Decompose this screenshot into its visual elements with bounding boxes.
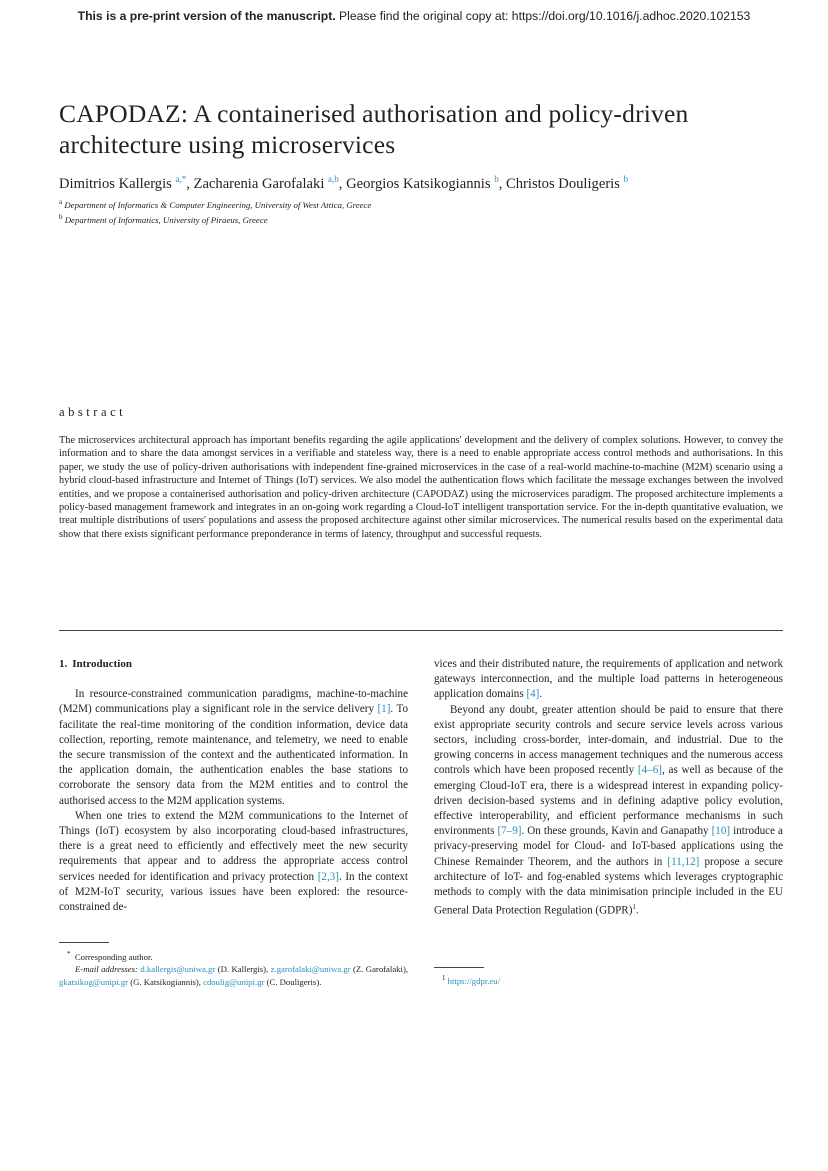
paragraph-text: introduce a privacy-preserving model for Cloud- and IoT-based applications using the Chinese Remainder Theorem, and the authors in	[434, 825, 783, 868]
author-list: Dimitrios Kallergis $^{a,*}$, Zacharenia Garofalaki $^{a,b}$, Georgios Katsikogiannis $^b$, Christos Douligeris $^b$	[59, 174, 629, 192]
paragraph-text: . To facilitate the real-time monitoring of the condition information, device data collection, reporting, remote maintenance, and telemetry, we need to enable the secure transmission of the context and the authenticated information. In the application domain, the authentication enables the base stations to corroborate the sensory data from the M2M entities and to control the authorised access to the M2M application systems.	[59, 703, 408, 807]
section-divider	[59, 630, 783, 631]
email-link[interactable]: z.garofalaki@uniwa.gr	[270, 964, 351, 975]
corresponding-author-note	[59, 948, 408, 963]
footnote-left	[59, 948, 408, 988]
affiliation-item	[59, 196, 371, 211]
email-addresses	[59, 963, 408, 988]
section-heading	[59, 657, 408, 672]
paper-title-line-1: CAPODAZ: A containerised authorisation and policy-driven	[59, 99, 689, 128]
paragraph-text: Beyond any doubt, greater attention should be paid to ensure that there exist appropriate security controls and secure service levels across various sectors, including cross-border, inter-domain, and industrial. Due to the growing concerns in access management techniques and the numerous access controls which have been proposed recently	[434, 703, 783, 777]
footnote-marker: *	[67, 950, 71, 958]
paragraph-text: When one tries to extend the M2M communications to the Internet of Things (IoT) ecosystem by also incorporating cloud-based infrastructures, there is a great need to efficiently and effectively meet the new security requirements that appear and to address the appropriate access control services needed for identification and privacy protection	[59, 809, 408, 883]
abstract-heading: abstract	[59, 405, 127, 419]
author-affiliation-mark[interactable]: b	[494, 174, 499, 184]
email-owner: (C. Douligeris).	[264, 976, 322, 987]
paragraph	[59, 809, 408, 915]
paragraph-text: . In the context of M2M-IoT security, various issues have been explored: the resource-constrained de-	[59, 870, 408, 914]
email-link[interactable]: gkatsikog@unipi.gr	[59, 976, 129, 987]
affiliation-item	[59, 211, 371, 226]
author-affiliation-mark[interactable]: a,b	[328, 174, 339, 184]
affiliations	[59, 196, 371, 226]
citation-link[interactable]: [7–9]	[497, 825, 522, 838]
author-name: Georgios Katsikogiannis	[346, 175, 491, 192]
paragraph-text: .	[539, 688, 543, 701]
footnote-divider	[434, 967, 484, 968]
left-column	[59, 657, 408, 915]
footnote-marker[interactable]: 1	[632, 903, 636, 912]
paragraph-text: , as well as because of the emerging Cloud-IoT era, there is a widespread interest in expanding policy-driven decision-based systems and in defining adaptive policy evolution, effective interoperability, and efficient performance mechanisms in such environments	[434, 764, 783, 838]
paragraph-text: In resource-constrained communication paradigms, machine-to-machine (M2M) communications play a significant role in the service delivery	[59, 688, 408, 716]
email-owner: (G. Katsikogiannis),	[128, 976, 204, 987]
citation-link[interactable]: [4–6]	[637, 764, 662, 777]
citation-link[interactable]: [11,12]	[667, 855, 700, 868]
email-owner: (Z. Garofalaki),	[350, 964, 409, 975]
citation-link[interactable]: [2,3]	[317, 870, 339, 883]
preprint-notice-rest: Please find the original copy at: https://doi.org/10.1016/j.adhoc.2020.102153	[335, 9, 751, 23]
author-name: Christos Douligeris	[506, 175, 620, 192]
gdpr-link[interactable]: https://gdpr.eu/	[447, 975, 501, 986]
paragraph	[434, 657, 783, 703]
paragraph-text: vices and their distributed nature, the requirements of application and network gateways interconnection, and the multiple load patterns in heterogeneous application domains	[434, 658, 783, 701]
affiliation-mark: b	[59, 212, 63, 221]
footnote-marker: 1	[442, 974, 446, 982]
email-link[interactable]: d.kallergis@uniwa.gr	[140, 964, 216, 975]
abstract-body: The microservices architectural approach has important benefits regarding the agile applications' development and the delivery of complex solutions. However, to convey the information and to share the data amongst services in a verifiable and stateless way, there is a need to enable appropriate access control methods and authorisations. In this paper, we study the use of policy-driven authorisations with independent fine-grained microservices in the case of a real-world machine-to-machine (M2M) scenario using a hybrid cloud-based infrastructure and Internet of Things (IoT) services. We also model the authentication flows which facilitate the message exchanges between the involved entities, and we propose a containerised authorisation and policy-driven architecture (CAPODAZ) using the microservices paradigm. The proposed architecture implements a policy-based management framework and integrates in an on-going work regarding a Cloud-IoT intelligent transportation service. For the in-depth quantitative evaluation, we treat multiple distributions of users' populations and assess the proposed architecture against other similar microservices. The numerical results based on the experimental data show that there exists significant performance preponderance in terms of latency, throughput and successful requests.	[59, 435, 783, 540]
author-affiliation-mark[interactable]: a,*	[175, 174, 187, 184]
citation-link[interactable]: [1]	[377, 703, 391, 716]
footnote-divider	[59, 942, 109, 943]
paragraph-text: .	[635, 904, 639, 917]
section-number: 1.	[59, 658, 68, 670]
paragraph	[59, 687, 408, 809]
author-name: Dimitrios Kallergis	[59, 175, 172, 192]
footnote-right	[442, 972, 500, 987]
citation-link[interactable]: [4]	[526, 688, 540, 701]
paragraph-text: . On these grounds, Kavin and Ganapathy	[521, 825, 712, 838]
email-label: E-mail addresses:	[75, 964, 138, 975]
author-name: Zacharenia Garofalaki	[193, 175, 325, 192]
paragraph	[434, 703, 783, 920]
preprint-notice	[0, 9, 828, 23]
author-affiliation-mark[interactable]: b	[623, 174, 629, 184]
corresponding-author-text: Corresponding author.	[74, 951, 153, 962]
paper-title	[59, 98, 759, 160]
email-link[interactable]: cdoulig@unipi.gr	[203, 976, 265, 987]
right-column	[434, 657, 783, 919]
paragraph-text: propose a secure architecture of IoT- and fog-enabled systems which leverages cryptographic methods to comply with the data minimisation principle included in the EU General Data Protection Regulation (GDPR)	[434, 855, 783, 917]
paper-title-line-2: architecture using microservices	[59, 130, 396, 159]
section-title: Introduction	[72, 658, 132, 670]
affiliation-mark: a	[59, 198, 63, 206]
preprint-notice-bold: This is a pre-print version of the manuscript.	[77, 9, 336, 23]
affiliation-text: Department of Informatics, University of Piraeus, Greece	[64, 214, 268, 225]
email-owner: (D. Kallergis),	[215, 964, 271, 975]
affiliation-text: Department of Informatics & Computer Engineering, University of West Attica, Greece	[64, 199, 372, 210]
citation-link[interactable]: [10]	[711, 825, 731, 838]
